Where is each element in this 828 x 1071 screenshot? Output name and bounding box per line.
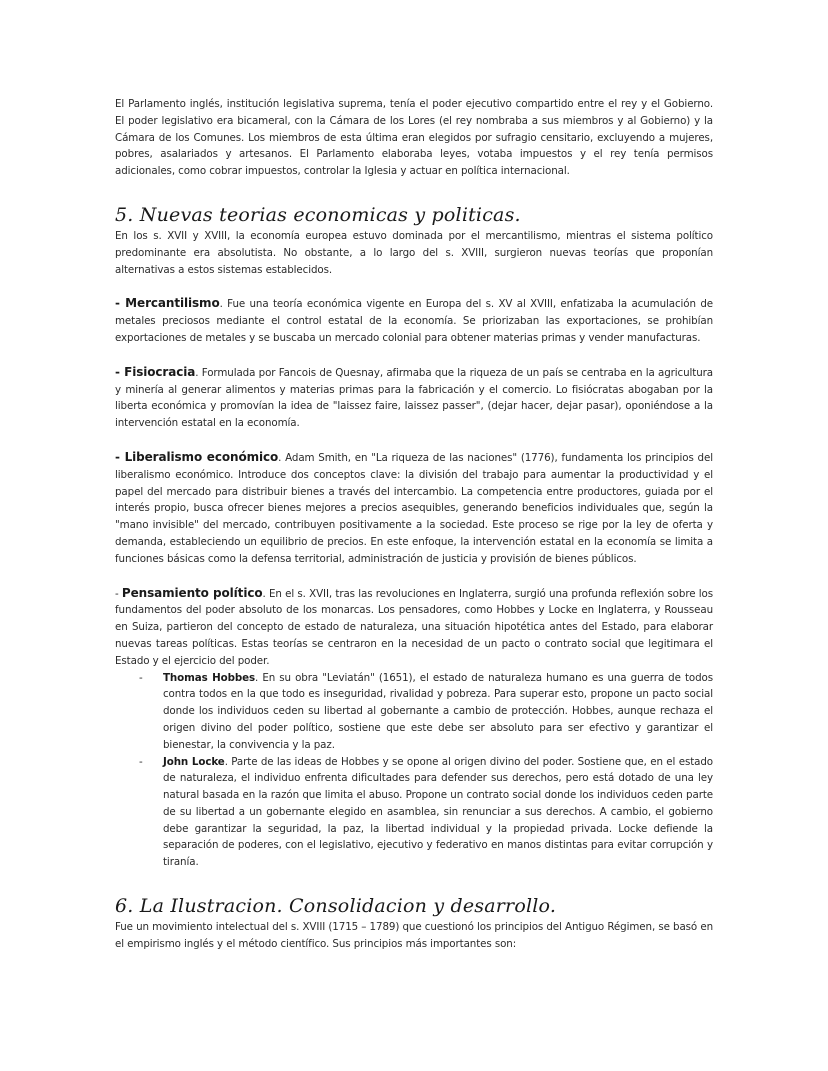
spacer (115, 432, 713, 449)
section-5-intro: En los s. XVII y XVIII, la economía europea estuvo dominada por el mercantilismo, mientras el sistema político predominante era absolutista. No obstante, a lo largo del s. XVIII, surgieron nuevas teorías que proponían alternativas a estos sistemas establecidos. (115, 229, 713, 276)
locke-paragraph (163, 754, 713, 872)
hobbes-name: Thomas Hobbes (163, 671, 256, 684)
thinkers-list (115, 670, 713, 872)
section-5-heading: 5. Nuevas teorias economicas y politicas. (115, 203, 521, 226)
pensamiento-paragraph (115, 585, 713, 670)
list-item-hobbes (115, 670, 713, 754)
mercantilismo-term: - Mercantilismo (115, 296, 220, 311)
pensamiento-term: Pensamiento político (121, 585, 263, 600)
liberalismo-text: . Adam Smith, en "La riqueza de las naciones" (1776), fundamenta los principios del liberalismo económico. Introduce dos conceptos clave: la división del trabajo para aumentar la productividad y el papel del mercado para distribuir bienes a través del intercambio. La competencia entre productores, guiada por el interés propio, busca ofrecer bienes mejores a precios asequibles, generando beneficios individuales que, según la "mano invisible" del mercado, contribuyen positivamente a la sociedad. Este proceso se rige por la ley de oferta y demanda, estableciendo un equilibrio de precios. En este enfoque, la intervención estatal en la economía se limita a funciones básicas como la defensa territorial, administración de justicia y provisión de bienes públicos. (115, 451, 713, 565)
fisiocracia-text: . Formulada por Fancois de Quesnay, afirmaba que la riqueza de un país se centraba en la agricultura y minería al generar alimentos y materias primas para la fabricación y el comercio. Lo fisiócratas abogaban por la liberta económica y promovían la idea de "laissez faire, laissez passer", (dejar hacer, dejar pasar), oponiéndose a la intervención estatal en la economía. (115, 366, 714, 430)
liberalismo-paragraph (115, 449, 713, 568)
section-6-heading: 6. La Ilustracion. Consolidacion y desarrollo. (115, 895, 557, 918)
bullet-dash: - (139, 755, 143, 768)
liberalismo-term: - Liberalismo económico (115, 449, 279, 464)
list-item-locke (115, 754, 713, 872)
spacer (115, 871, 713, 893)
pensamiento-prefix: - (115, 587, 122, 600)
spacer (115, 347, 713, 364)
bullet-dash: - (139, 671, 143, 684)
locke-text: . Parte de las ideas de Hobbes y se opone al origen divino del poder. Sostiene que, en el estado de naturaleza, el individuo enfrenta dificultades para defender sus derechos, pero está dotado de una ley natural basada en la razón que limita el abuso. Propone un contrato social donde los individuos ceden parte de su libertad a un gobernante elegido en asamblea, sin renunciar a sus derechos. A cambio, el gobierno debe garantizar la seguridad, la paz, la libertad individual y la propiedad privada. Locke defiende la separación de poderes, con el legislativo, ejecutivo y federativo en manos distintas para evitar corrupción y tiranía. (163, 755, 713, 869)
mercantilismo-paragraph (115, 295, 713, 346)
section-6-intro: Fue un movimiento intelectual del s. XVIII (1715 – 1789) que cuestionó los principios del Antiguo Régimen, se basó en el empirismo inglés y el método científico. Sus principios más importantes son: (115, 921, 713, 950)
hobbes-paragraph (163, 670, 713, 754)
spacer (115, 180, 713, 202)
spacer (115, 568, 713, 585)
spacer (115, 278, 713, 295)
document-page (115, 96, 713, 953)
intro-paragraph: El Parlamento inglés, institución legislativa suprema, tenía el poder ejecutivo compartido entre el rey y el Gobierno. El poder legislativo era bicameral, con la Cámara de los Lores (el rey nombraba a sus miembros y al Gobierno) y la Cámara de los Comunes. Los miembros de esta última eran elegidos por sufragio censitario, excluyendo a mujeres, pobres, asalariados y artesanos. El Parlamento elaboraba leyes, votaba impuestos y el rey tenía permisos adicionales, como cobrar impuestos, controlar la Iglesia y actuar en política internacional. (115, 98, 713, 178)
mercantilismo-text: . Fue una teoría económica vigente en Europa del s. XV al XVIII, enfatizaba la acumulación de metales preciosos mediante el control estatal de la economía. Se priorizaban las exportaciones, se prohibían exportaciones de metales y se buscaba un mercado colonial para obtener materias primas y vender manufacturas. (115, 298, 713, 344)
pensamiento-text: . En el s. XVII, tras las revoluciones en Inglaterra, surgió una profunda reflexión sobre los fundamentos del poder absoluto de los monarcas. Los pensadores, como Hobbes y Locke en Inglaterra, y Rousseau en Suiza, partieron del concepto de estado de naturaleza, una situación hipotética antes del Estado, para elaborar nuevas tareas políticas. Estas teorías se centraron en la necesidad de un pacto o contrato social que legitimara el Estado y el ejercicio del poder. (115, 587, 713, 667)
fisiocracia-paragraph (115, 364, 713, 432)
hobbes-text: . En su obra "Leviatán" (1651), el estado de naturaleza humano es una guerra de todos contra todos en la que todo es inseguridad, rivalidad y pobreza. Para superar esto, propone un pacto social donde los individuos ceden su libertad al gobernante a cambio de protección. Hobbes, aunque rechaza el origen divino del poder político, sostiene que este debe ser absoluto para ser efectivo y garantizar el bienestar, la convivencia y la paz. (163, 671, 713, 751)
locke-name: John Locke (163, 755, 225, 768)
fisiocracia-term: - Fisiocracia (115, 364, 196, 379)
